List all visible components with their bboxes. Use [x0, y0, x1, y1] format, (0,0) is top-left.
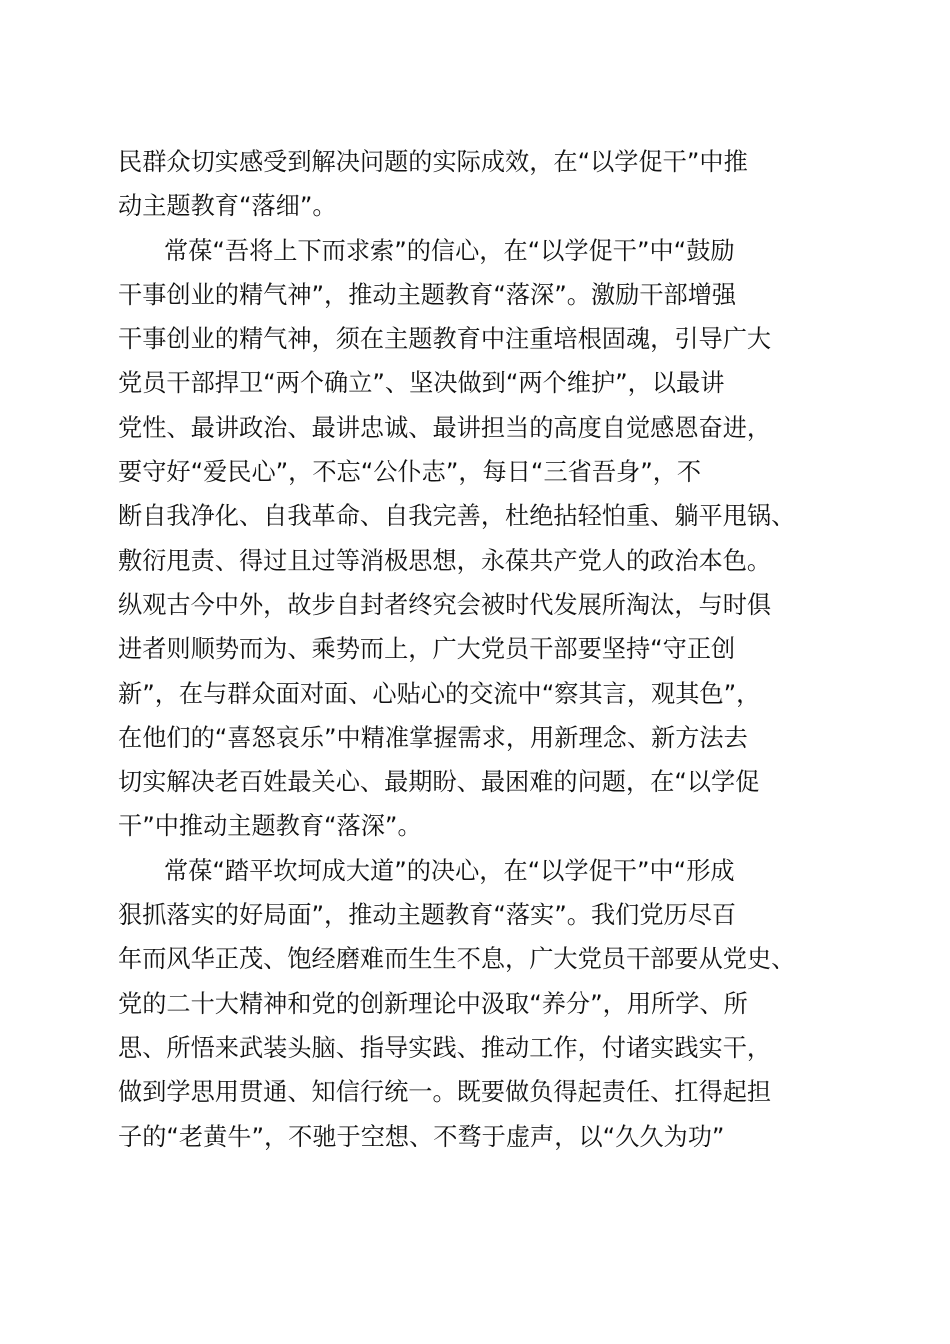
- paragraph-3-line-7: 子的“老黄牛”，不驰于空想、不骛于虚声，以“久久为功”: [118, 1122, 725, 1151]
- paragraph-2-line-10: 进者则顺势而为、乘势而上，广大党员干部要坚持“守正创: [118, 635, 736, 664]
- paragraph-2-line-11: 新”，在与群众面对面、心贴心的交流中“察其言，观其色”，: [118, 679, 761, 708]
- paragraph-2-line-12: 在他们的“喜怒哀乐”中精准掌握需求，用新理念、新方法去: [118, 723, 748, 752]
- paragraph-2-line-3: 干事创业的精气神，须在主题教育中注重培根固魂，引导广大: [118, 325, 772, 354]
- paragraph-2-line-8: 敷衍甩责、得过且过等消极思想，永葆共产党人的政治本色。: [118, 546, 772, 575]
- paragraph-3-line-5: 思、所悟来武装头脑、指导实践、推动工作，付诸实践实干，: [118, 1033, 772, 1062]
- paragraph-1-line-2: 动主题教育“落细”。: [118, 192, 337, 221]
- paragraph-2-line-14: 干”中推动主题教育“落深”。: [118, 812, 422, 841]
- paragraph-2-line-5: 党性、最讲政治、最讲忠诚、最讲担当的高度自觉感恩奋进，: [118, 413, 772, 442]
- paragraph-2-line-13: 切实解决老百姓最关心、最期盼、最困难的问题，在“以学促: [118, 768, 760, 797]
- paragraph-1-line-1: 民群众切实感受到解决问题的实际成效，在“以学促干”中推: [118, 148, 748, 176]
- paragraph-3-line-6: 做到学思用贯通、知信行统一。既要做负得起责任、扛得起担: [118, 1078, 772, 1107]
- paragraph-2-line-6: 要守好“爱民心”，不忘“公仆志”，每日“三省吾身”，不: [118, 458, 702, 487]
- paragraph-3-line-3: 年而风华正茂、饱经磨难而生生不息，广大党员干部要从党史、: [118, 945, 796, 974]
- paragraph-2-line-7: 断自我净化、自我革命、自我完善，杜绝拈轻怕重、躺平甩锅、: [118, 502, 796, 531]
- paragraph-2-line-4: 党员干部捍卫“两个确立”、坚决做到“两个维护”，以最讲: [118, 369, 725, 398]
- paragraph-3-line-1: 常葆“踏平坎坷成大道”的决心，在“以学促干”中“形成: [164, 856, 735, 885]
- paragraph-3-line-4: 党的二十大精神和党的创新理论中汲取“养分”，用所学、所: [118, 989, 748, 1018]
- paragraph-2-line-9: 纵观古今中外，故步自封者终究会被时代发展所淘汰，与时俱: [118, 590, 772, 619]
- paragraph-2-line-1: 常葆“吾将上下而求索”的信心，在“以学促干”中“鼓励: [164, 236, 735, 265]
- paragraph-3-line-2: 狠抓落实的好局面”，推动主题教育“落实”。我们党历尽百: [118, 901, 737, 930]
- document-body: [118, 140, 834, 1159]
- paragraph-2-line-2: 干事创业的精气神”，推动主题教育“落深”。激励干部增强: [118, 280, 737, 309]
